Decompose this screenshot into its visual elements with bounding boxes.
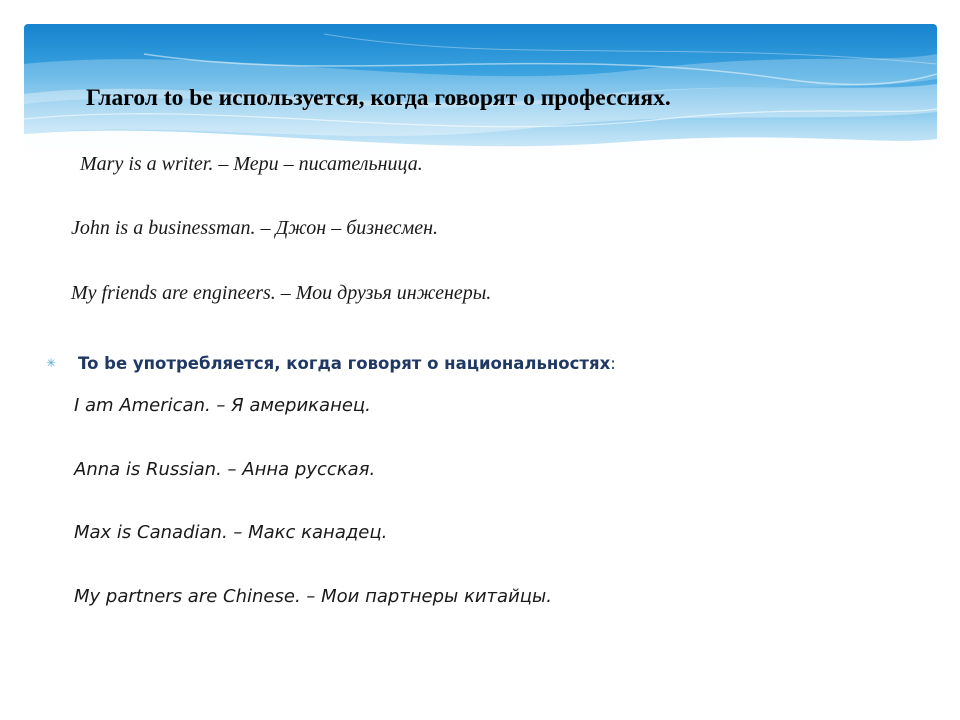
nationality-example-2: Anna is Russian. – Анна русская. [74, 459, 376, 480]
nationality-bullet-text: To be употребляется, когда говорят о национальностях [78, 354, 611, 373]
slide-title: Глагол to be используется, когда говорят о профессиях. [86, 85, 671, 111]
nationality-bullet [46, 354, 616, 374]
nationality-bullet-colon: : [610, 354, 616, 373]
nationality-example-4: My partners are Chinese. – Мои партнеры китайцы. [74, 586, 552, 607]
profession-example-3: My friends are engineers. – Мои друзья инженеры. [71, 282, 492, 304]
profession-example-2: John is a businessman. – Джон – бизнесмен. [71, 217, 439, 239]
nationality-example-1: I am American. – Я американец. [74, 395, 371, 416]
profession-example-1: Mary is a writer. – Мери – писательница. [80, 153, 423, 175]
nationality-example-3: Max is Canadian. – Макс канадец. [74, 522, 388, 543]
asterisk-bullet-icon: ✳ [46, 356, 57, 370]
